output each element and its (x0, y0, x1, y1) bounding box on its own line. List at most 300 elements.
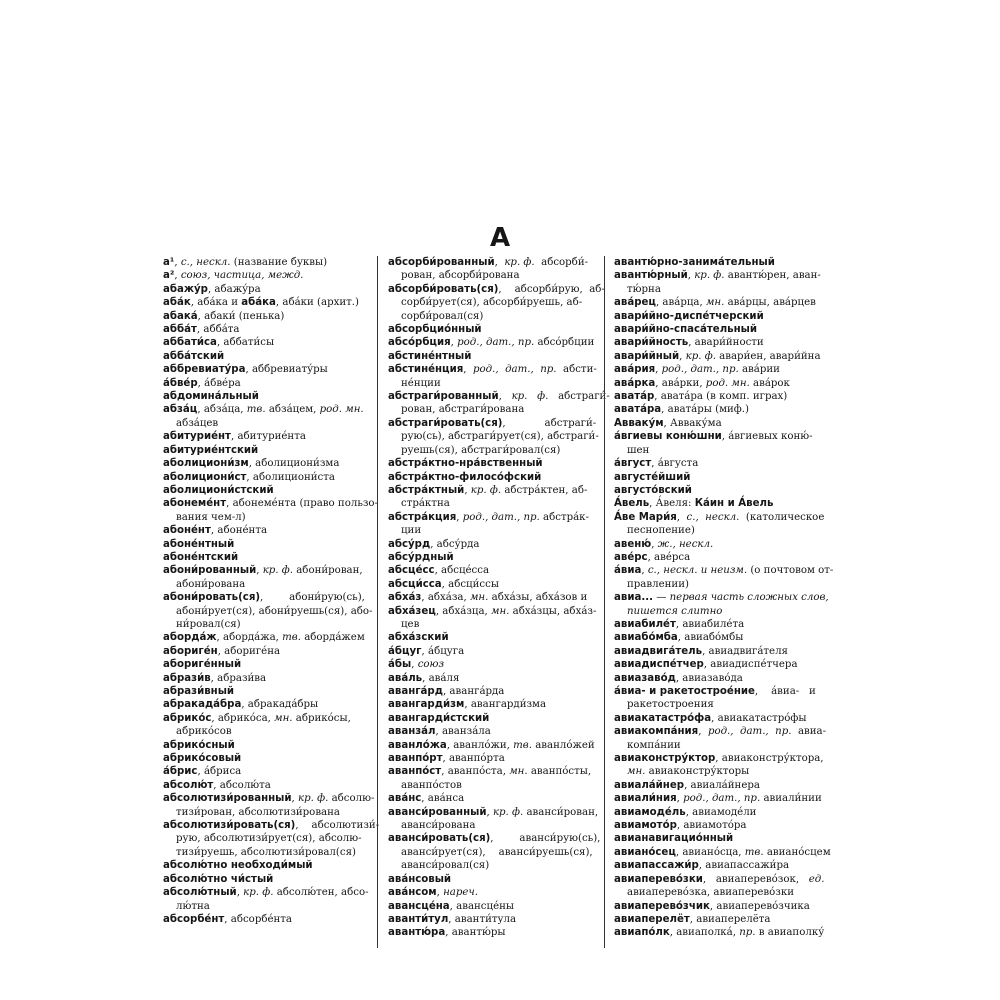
entry-text: , аббревиату́ры (245, 364, 328, 376)
entry-line (388, 497, 610, 510)
entry-line (163, 336, 385, 349)
entry-text: тизи́руешь, абсолютизи́ровал(ся) (176, 846, 356, 858)
entry-line (163, 511, 385, 524)
entry-text: авиано́сцем (763, 846, 831, 858)
entry-line (163, 578, 385, 591)
entry-line (388, 524, 610, 537)
entry-line (388, 873, 610, 886)
entry-text: абстра́к- (539, 511, 589, 523)
entry-text: , авари́йности (688, 337, 764, 349)
headword: абстине́нция (388, 364, 464, 376)
entry-text: , аболициони́зма (248, 458, 340, 470)
entry-text: аванси́рует(ся), аванси́руешь(ся), (401, 846, 593, 858)
entry-line (163, 524, 385, 537)
entry-text: тв. (513, 739, 532, 751)
entry-text: , абха́зца, (435, 605, 491, 617)
entry-line (163, 765, 385, 778)
headword: авиакомпа́ния (614, 726, 699, 738)
entry-line (614, 658, 836, 671)
entry-text: , абони́рую(сь), (260, 592, 365, 604)
entry-text: абха́зцы, абха́з- (509, 605, 597, 617)
entry-text: ава́рок (749, 377, 790, 389)
entry-line (163, 377, 385, 390)
entry-line (388, 511, 610, 524)
headword: авиамото́р (614, 820, 677, 832)
entry-text: род., дат., пр. (473, 364, 557, 376)
entry-text: абсолю́тен, абсо- (273, 887, 369, 899)
entry-line (163, 752, 385, 765)
entry-text: с., нескл. (180, 257, 231, 268)
headword: ава́рец (614, 297, 656, 309)
entry-text: мн. (705, 297, 725, 309)
entry-text: цев (401, 618, 420, 630)
headword: аванга́рд (388, 686, 443, 697)
dictionary-column-1 (163, 256, 385, 926)
entry-line (388, 417, 610, 430)
entry-text: абрико́сов (176, 726, 232, 738)
entry-line (163, 779, 385, 792)
entry-text: аборда́жем (300, 632, 365, 644)
entry-line (163, 390, 385, 403)
headword: авиала́йнер (614, 779, 685, 791)
entry-line (614, 336, 836, 349)
entry-text: (о почтовом от- (747, 565, 834, 577)
entry-line (614, 323, 836, 336)
entry-line (614, 725, 836, 738)
entry-line (388, 779, 610, 792)
entry-line (163, 323, 385, 336)
entry-line (163, 618, 385, 631)
entry-text: , авиадиспе́тчера (703, 659, 798, 671)
headword: абсу́рдный (388, 551, 454, 563)
entry-text: авари́ен, авари́йна (715, 350, 821, 362)
headword: абстраги́рованный (388, 391, 499, 403)
entry-line (163, 792, 385, 805)
entry-line (614, 846, 836, 859)
headword: авиапо́лк (614, 927, 670, 939)
headword: абсолютизи́ровать(ся) (163, 820, 296, 832)
headword: аббревиату́ра (163, 364, 246, 376)
entry-text: абза́цем, (265, 404, 320, 416)
entry-text: , абориге́на (217, 645, 281, 657)
headword: аванза́л (388, 726, 436, 738)
entry-text: , (655, 364, 662, 376)
entry-text: кр. ф. (694, 270, 725, 282)
entry-text: тю́рна (627, 283, 661, 295)
entry-text: аванпо́сты, (527, 766, 592, 778)
headword: абоне́нтский (163, 551, 239, 563)
entry-line (388, 296, 610, 309)
entry-text: (католическое (739, 511, 825, 523)
headword: ава́рия (614, 364, 656, 376)
headword: абитурие́нтский (163, 444, 259, 456)
entry-line (163, 913, 385, 926)
entry-text: , (411, 659, 418, 671)
entry-line (163, 430, 385, 443)
headword: аба́к (163, 297, 191, 309)
entry-text: , авиамото́ра (676, 820, 747, 832)
entry-line (614, 444, 836, 457)
entry-text: тв. (744, 846, 764, 858)
entry-text: , аба́ка и (190, 297, 242, 309)
entry-line (388, 256, 610, 269)
entry-text: нареч. (443, 887, 479, 899)
entry-text: , авиаперелёта (689, 913, 771, 925)
headword: авиа... (614, 592, 653, 604)
headword: абориге́н (163, 645, 218, 657)
entry-line (163, 819, 385, 832)
entry-line (614, 256, 836, 269)
headword: авиаперево́зчик (614, 900, 710, 912)
entry-line (388, 886, 610, 899)
headword: авиабо́мба (614, 632, 678, 644)
entry-line (388, 363, 610, 376)
entry-line (163, 403, 385, 416)
headword: авианавигацио́нный (614, 833, 734, 845)
entry-text: абха́зы, абха́зов и (488, 592, 588, 604)
entry-line (614, 900, 836, 913)
entry-text: кр. ф. (492, 806, 524, 818)
headword: абба́т (163, 324, 197, 336)
headword: авиадвига́тель (614, 645, 703, 657)
headword: авангарди́стский (388, 712, 490, 724)
entry-text: компа́нии (627, 739, 681, 751)
headword: абсолю́тный (163, 887, 237, 899)
entry-line (614, 672, 836, 685)
entry-text: , ава́рки, (655, 377, 706, 389)
entry-line (614, 873, 836, 886)
entry-text: , абаки́ (пенька) (197, 310, 285, 322)
entry-text: (название буквы) (230, 257, 328, 268)
headword: абрико́с (163, 712, 212, 724)
headword: авеню́ (614, 538, 652, 550)
entry-text: , абза́ца, (197, 404, 247, 416)
entry-text: , авиаперево́зчика (709, 900, 810, 912)
entry-line (614, 283, 836, 296)
entry-text: абсорби́- (534, 257, 589, 268)
section-letter: А (489, 223, 511, 253)
entry-text: ни́ровал(ся) (176, 618, 241, 630)
headword: а́бцуг (388, 645, 422, 657)
entry-text: авиаконстру́кторы (645, 766, 750, 778)
headword: абрази́в (163, 672, 211, 684)
entry-line (614, 645, 836, 658)
headword: авантю́рно-занима́тельный (614, 257, 775, 268)
entry-text: , абсолютизи́- (295, 820, 380, 832)
entry-text: , авиала́йнера (684, 779, 760, 791)
entry-line (163, 725, 385, 738)
entry-text: шен (627, 444, 650, 456)
entry-line (163, 832, 385, 845)
headword: абсце́сс (388, 565, 435, 577)
entry-text: авантю́рен, аван- (724, 270, 821, 282)
entry-line (388, 806, 610, 819)
entry-line (614, 712, 836, 725)
entry-line (163, 685, 385, 698)
entry-line (614, 618, 836, 631)
entry-text: , абоне́нта (210, 525, 268, 537)
entry-line (163, 591, 385, 604)
entry-line (163, 417, 385, 430)
entry-line (163, 551, 385, 564)
entry-line (388, 269, 610, 282)
entry-line (388, 310, 610, 323)
entry-text: , аболициони́ста (246, 471, 335, 483)
entry-text: , авата́ры (миф.) (661, 404, 749, 416)
headword: авиазаво́д (614, 672, 676, 684)
headword: а́вгуст (614, 458, 652, 470)
entry-text: , а́вгиевых коню́- (721, 431, 813, 443)
headword: абсу́рд (388, 538, 431, 550)
entry-line (614, 739, 836, 752)
entry-text: , абрико́са, (211, 712, 275, 724)
entry-line (614, 832, 836, 845)
entry-line (388, 403, 610, 416)
entry-text: род., дат., пр. (457, 337, 535, 349)
headword: авата́р (614, 391, 655, 403)
entry-line (614, 698, 836, 711)
entry-text: , авиабиле́та (675, 618, 745, 630)
entry-text: род., дат., пр. (462, 511, 540, 523)
entry-text: авиали́нии (760, 793, 822, 805)
entry-text: , (676, 793, 684, 805)
entry-line (163, 256, 385, 269)
entry-line (163, 631, 385, 644)
entry-line (163, 471, 385, 484)
entry-text: сорби́ровал(ся) (401, 310, 484, 322)
entry-text: , а́бцуга (421, 645, 465, 657)
entry-text: тв. (282, 632, 301, 644)
entry-line (614, 685, 836, 698)
headword: А́вель (614, 498, 650, 510)
entry-text: аванси́ровал(ся) (401, 860, 490, 872)
entry-text: абони́рует(ся), абони́руешь(ся), або- (176, 605, 373, 617)
entry-line (388, 900, 610, 913)
entry-text: , (679, 350, 686, 362)
entry-line (614, 403, 836, 416)
entry-text: не́нции (401, 377, 441, 389)
entry-line (614, 578, 836, 591)
headword: абонеме́нт (163, 498, 227, 510)
entry-text: , абсце́сса (434, 565, 490, 577)
entry-text: , авиапассажи́ра (698, 860, 790, 872)
entry-text: , (174, 257, 181, 268)
entry-line (614, 484, 836, 497)
entry-line (163, 457, 385, 470)
entry-line (388, 645, 610, 658)
entry-text: , (456, 511, 463, 523)
entry-line (388, 350, 610, 363)
entry-text: , ава́ля (422, 672, 460, 684)
entry-text: ж., нескл. (657, 538, 714, 550)
entry-text: , абха́за, (421, 592, 470, 604)
headword: абракада́бра (163, 699, 242, 711)
headword: абсолю́тно необходи́мый (163, 860, 313, 872)
entry-line (163, 645, 385, 658)
entry-text: , (641, 565, 648, 577)
entry-text: кр. ф. (262, 565, 293, 577)
entry-line (163, 739, 385, 752)
entry-text: , аванпо́рта (442, 753, 505, 765)
entry-line (614, 564, 836, 577)
entry-text: ава́рии (738, 364, 780, 376)
entry-text: абсти- (556, 364, 597, 376)
entry-text: , авиакатастро́фы (711, 712, 807, 724)
headword: авангарди́зм (388, 699, 465, 711)
entry-text: , ава́нса (421, 793, 465, 805)
entry-text: , абстраги́- (502, 417, 597, 429)
headword: аболициони́зм (163, 458, 249, 470)
entry-text: абза́цев (176, 417, 219, 429)
entry-line (388, 444, 610, 457)
entry-text: , абитурие́нта (230, 431, 306, 443)
entry-line (614, 524, 836, 537)
entry-text: мн. (491, 605, 510, 617)
headword: абха́з (388, 592, 422, 604)
headword: абсорби́рованный (388, 257, 495, 268)
entry-text: союз, частица, межд. (180, 270, 304, 282)
entry-text: в авиаполку́ (755, 927, 825, 939)
entry-line (614, 430, 836, 443)
headword: а́виа (614, 565, 642, 577)
entry-text: руешь(ся), абстраги́ровал(ся) (401, 444, 561, 456)
headword: ава́рка (614, 377, 656, 389)
entry-line (614, 310, 836, 323)
entry-text: , (174, 270, 181, 282)
entry-line (614, 538, 836, 551)
entry-line (614, 792, 836, 805)
entry-text: , авантю́ры (445, 927, 506, 939)
entry-line (163, 484, 385, 497)
entry-line (388, 725, 610, 738)
headword: абсо́рбция (388, 337, 451, 349)
entry-text: , абажу́ра (207, 283, 261, 295)
entry-line (614, 551, 836, 564)
entry-line (163, 712, 385, 725)
entry-text: , (687, 270, 695, 282)
headword: абба́тский (163, 350, 225, 362)
entry-text: абсолю- (328, 793, 375, 805)
entry-text: сорби́рует(ся), абсорби́руешь, аб- (401, 297, 583, 309)
entry-line (388, 484, 610, 497)
headword: аббати́са (163, 337, 217, 349)
entry-line (388, 658, 610, 671)
headword: абака́ (163, 310, 198, 322)
entry-line (614, 269, 836, 282)
entry-text: — (652, 592, 670, 604)
headword: авансце́на (388, 900, 450, 912)
headword: абстра́ктно-филосо́фский (388, 471, 542, 483)
entry-text: абсо́рбции (534, 337, 595, 349)
headword: абоне́нтный (163, 538, 235, 550)
entry-text: рован, абстраги́рована (401, 404, 525, 416)
headword: аванси́ровать(ся) (388, 833, 491, 845)
entry-text: тв. (246, 404, 266, 416)
entry-text: ракетостроения (627, 699, 714, 711)
entry-line (614, 886, 836, 899)
headword: абсорбе́нт (163, 913, 225, 925)
entry-line (614, 779, 836, 792)
column-divider (377, 256, 378, 948)
entry-line (163, 350, 385, 363)
headword: авиаперелёт (614, 913, 690, 925)
headword: абони́рованный (163, 565, 257, 577)
dictionary-column-3 (614, 256, 836, 940)
entry-text: кр. ф. (685, 350, 716, 362)
entry-line (614, 296, 836, 309)
entry-text: мн. (469, 592, 489, 604)
entry-line (388, 538, 610, 551)
entry-text: , авиаполка́, (669, 927, 740, 939)
entry-line (614, 377, 836, 390)
headword: абрази́вный (163, 686, 235, 697)
entry-text: , авата́ра (в комп. играх) (654, 391, 788, 403)
entry-text: , (651, 538, 658, 550)
entry-line (388, 819, 610, 832)
entry-text: , а́вгуста (651, 458, 699, 470)
entry-text: с., нескл. и неизм. (647, 565, 748, 577)
headword: абдомина́льный (163, 391, 259, 403)
headword: абажу́р (163, 283, 208, 295)
entry-text: , а́бве́ра (197, 377, 241, 389)
entry-line (163, 806, 385, 819)
entry-line (614, 752, 836, 765)
entry-text: , абсорби́рую, аб- (498, 283, 605, 295)
entry-text: кр. ф. (243, 887, 274, 899)
entry-text: , аванпо́ста, (441, 766, 510, 778)
entry-line (388, 832, 610, 845)
entry-text: , (676, 511, 687, 523)
entry-text: аванси́рован, (523, 806, 599, 818)
entry-line (163, 363, 385, 376)
entry-line (388, 377, 610, 390)
entry-text: , аве́рса (647, 551, 691, 563)
entry-line (388, 471, 610, 484)
headword: авиадиспе́тчер (614, 659, 704, 671)
entry-text: , аборда́жа, (216, 632, 283, 644)
entry-line (388, 336, 610, 349)
entry-line (388, 430, 610, 443)
headword: августо́вский (614, 484, 692, 496)
entry-text: ции (401, 525, 422, 537)
headword: Аввaку́м (614, 417, 664, 429)
headword: авиано́сец (614, 846, 676, 858)
entry-text: , (450, 337, 458, 349)
entry-line (388, 457, 610, 470)
entry-text: , ава́рца, (655, 297, 706, 309)
entry-line (614, 417, 836, 430)
headword: а́брис (163, 766, 198, 778)
headword: аборда́ж (163, 632, 217, 644)
entry-line (163, 672, 385, 685)
headword: абитурие́нт (163, 431, 231, 443)
entry-line (163, 296, 385, 309)
headword: абсци́сса (388, 578, 442, 590)
headword: абха́зец (388, 605, 436, 617)
headword: авари́йно-спаса́тельный (614, 324, 758, 336)
entry-line (388, 323, 610, 336)
entry-text: , (486, 806, 493, 818)
entry-line (163, 873, 385, 886)
headword: а́бве́р (163, 377, 198, 389)
entry-text: , аббати́сы (216, 337, 275, 349)
headword: авиали́ния (614, 793, 677, 805)
headword: абоне́нт (163, 525, 211, 537)
headword: а́виа- и ракетострое́ние (614, 686, 755, 697)
entry-text: мн. (627, 766, 646, 778)
entry-text: , аба́ки (архит.) (275, 297, 360, 309)
entry-text: песнопение) (627, 525, 695, 537)
